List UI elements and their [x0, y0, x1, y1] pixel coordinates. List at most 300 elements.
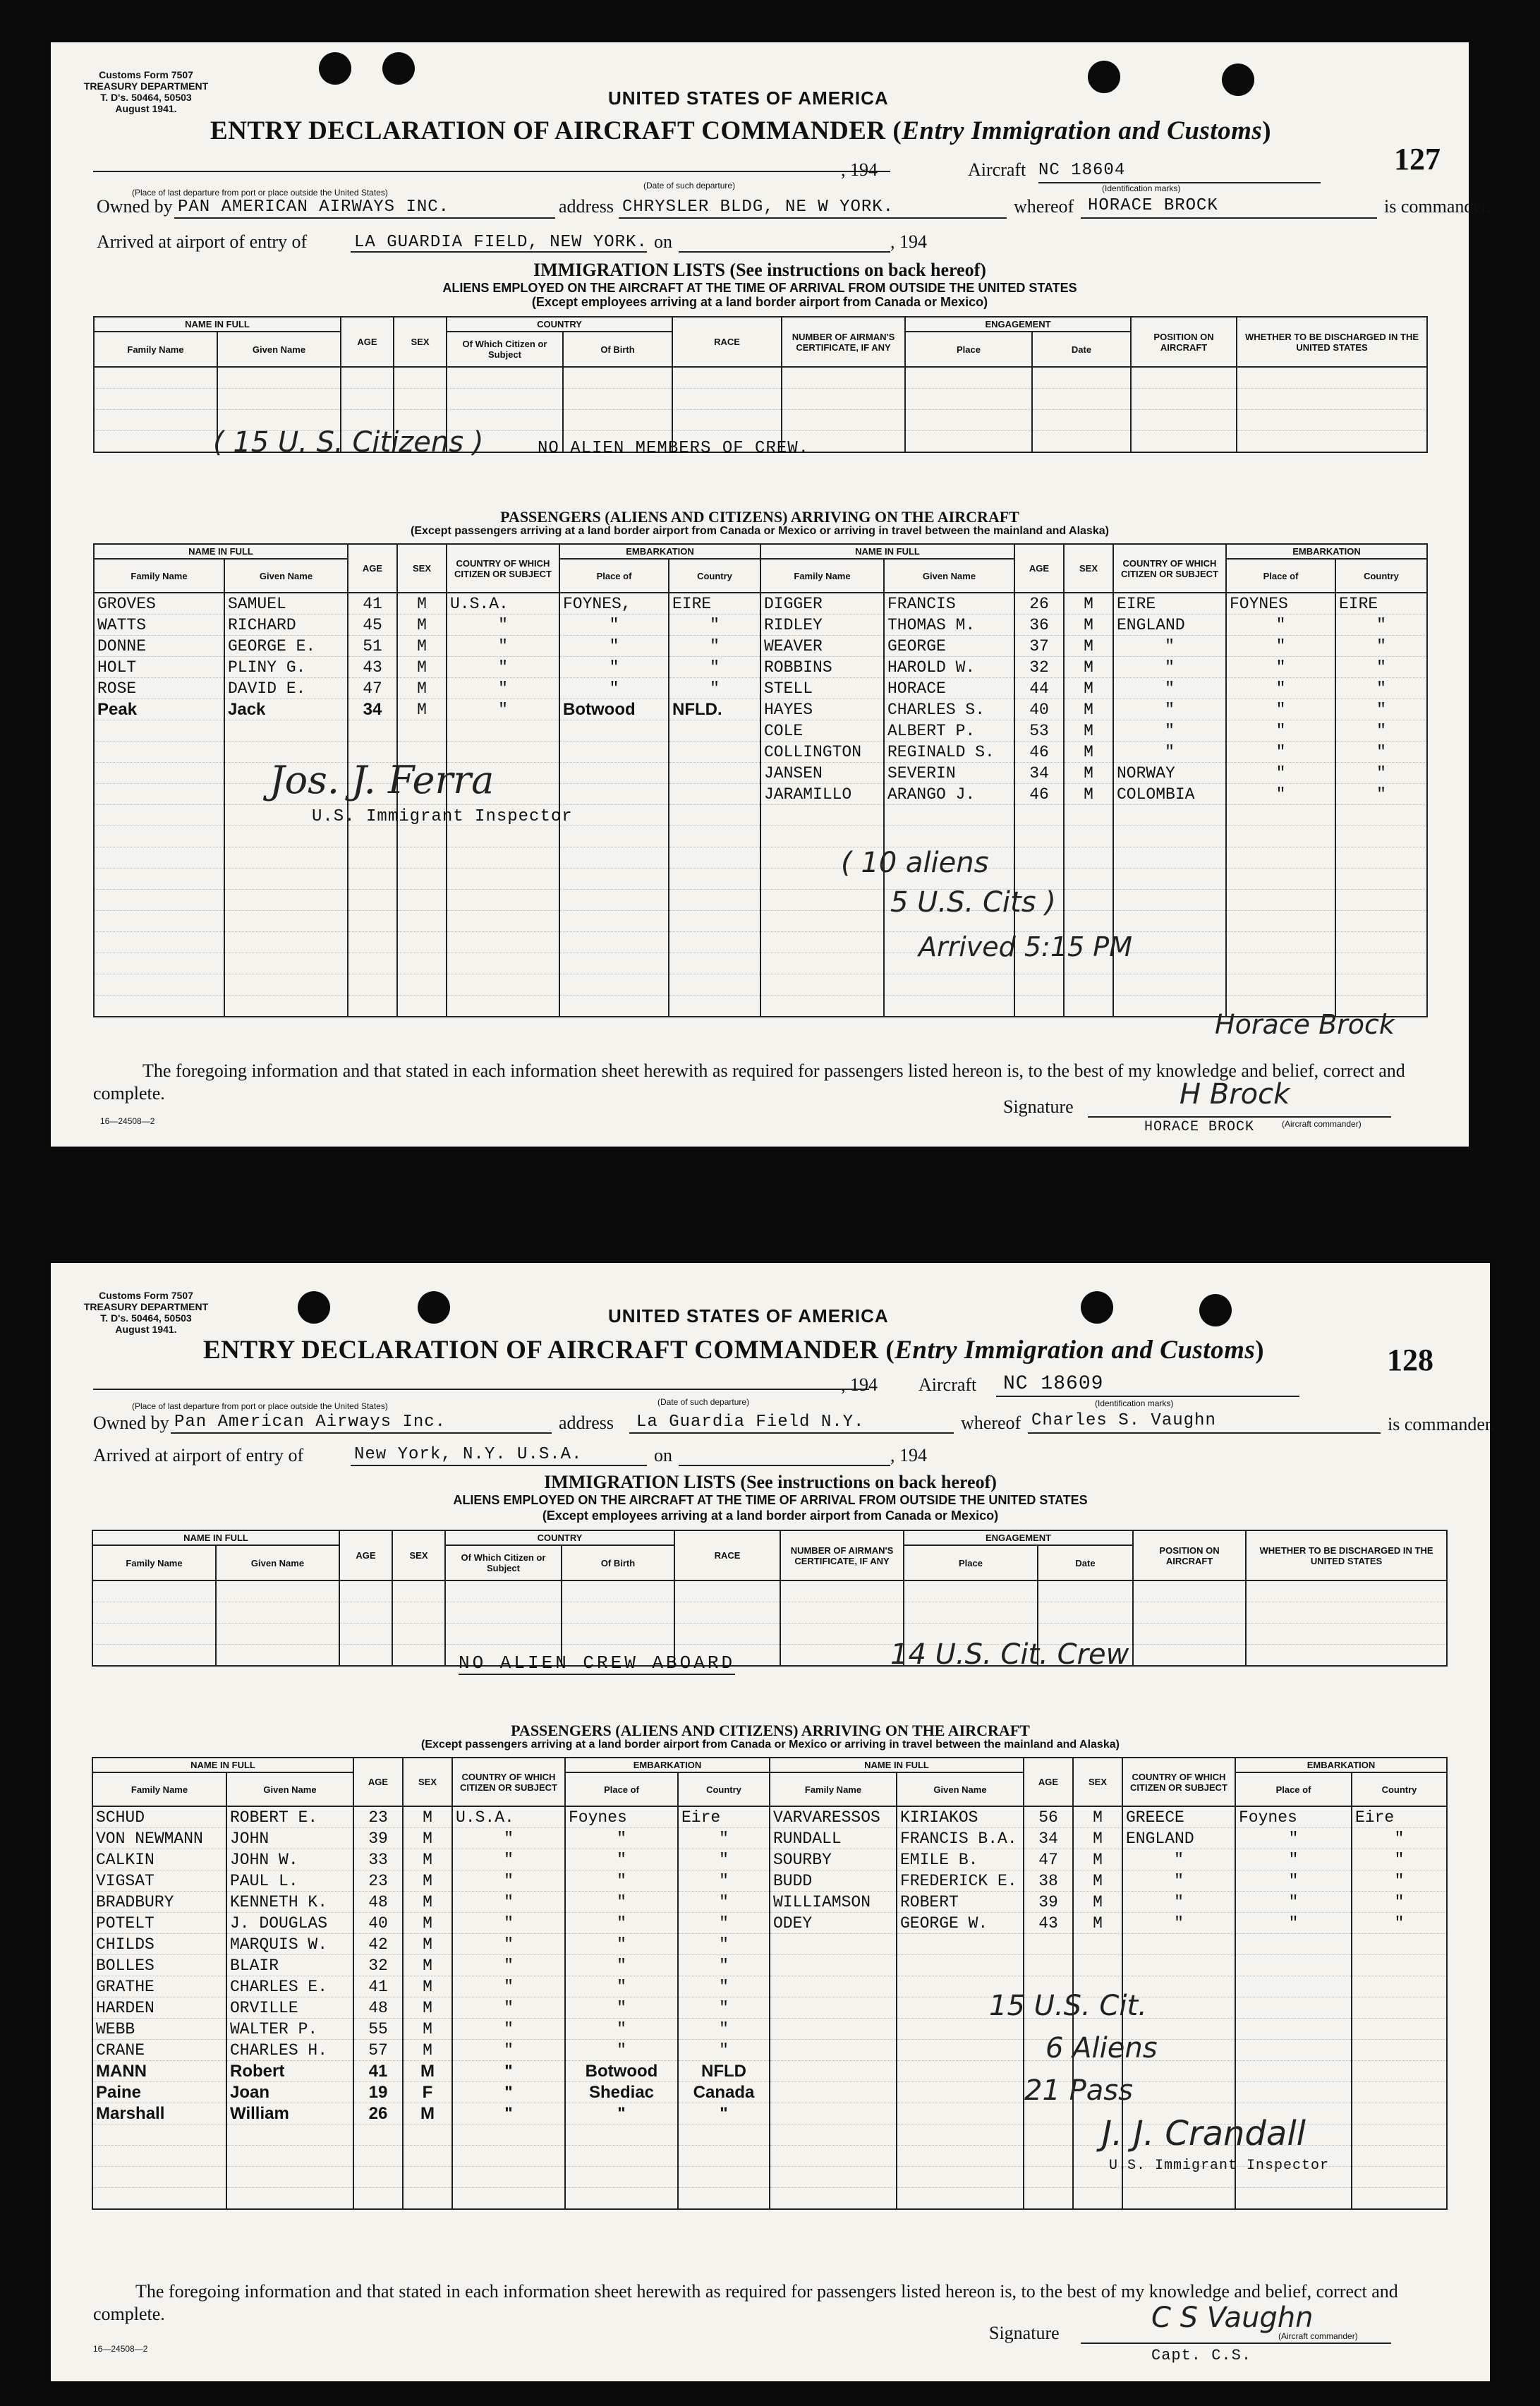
embark-place: "	[1235, 1892, 1352, 1913]
age: 43	[1024, 1913, 1073, 1934]
col-sex: SEX	[403, 1758, 452, 1806]
col-citizen: COUNTRY OF WHICH CITIZEN OR SUBJECT	[1122, 1758, 1235, 1806]
print-code: 16—24508—2	[100, 1116, 155, 1126]
embark-country: "	[1335, 657, 1427, 678]
embark-place: "	[1235, 1870, 1352, 1892]
age: 19	[353, 2082, 403, 2103]
sex: M	[1064, 763, 1113, 784]
embark-country: NFLD.	[669, 699, 760, 720]
sex: M	[1073, 1849, 1122, 1870]
year-label: , 194	[841, 1374, 878, 1395]
embark-country: "	[669, 636, 760, 657]
family-name: BUDD	[770, 1870, 897, 1892]
table-row	[760, 593, 1427, 615]
title-end: )	[1255, 1336, 1265, 1365]
ident-caption: (Identification marks)	[1102, 183, 1181, 193]
age: 56	[1024, 1806, 1073, 1828]
arrived-value: New York, N.Y. U.S.A.	[354, 1445, 583, 1464]
given-name: FREDERICK E.	[897, 1870, 1024, 1892]
family-name: CALKIN	[92, 1849, 226, 1870]
family-name: WILLIAMSON	[770, 1892, 897, 1913]
table-row	[92, 1934, 770, 1955]
col-family-name: Family Name	[92, 1772, 226, 1806]
form-date: August 1941.	[115, 1324, 177, 1335]
aircraft-value: NC 18604	[1038, 161, 1126, 180]
family-name: WEAVER	[760, 636, 884, 657]
col-discharged: WHETHER TO BE DISCHARGED IN THE UNITED STATES	[1246, 1530, 1447, 1580]
family-name: BOLLES	[92, 1955, 226, 1976]
table-row	[760, 615, 1427, 636]
table-row	[94, 593, 760, 615]
document-number: 128	[1387, 1343, 1433, 1377]
family-name: Paine	[92, 2082, 226, 2103]
given-name: HAROLD W.	[884, 657, 1014, 678]
family-name: RIDLEY	[760, 615, 884, 636]
col-name-in-full: NAME IN FULL	[92, 1530, 339, 1545]
embark-country: "	[1335, 784, 1427, 805]
sex: M	[1073, 1913, 1122, 1934]
commander-value: HORACE BROCK	[1088, 196, 1218, 215]
given-name: JOHN W.	[226, 1849, 353, 1870]
col-age: AGE	[353, 1758, 403, 1806]
handwritten-passenger-total: 21 Pass	[1024, 2074, 1133, 2107]
embark-country: "	[1352, 1849, 1447, 1870]
embark-place: "	[565, 2103, 678, 2124]
sex: M	[397, 699, 447, 720]
certification-text: The foregoing information and that stated in each information sheet herewith as required for passengers listed hereon is, to the best of my knowledge and belief, correct and complete.	[93, 2281, 1398, 2324]
col-certificate: NUMBER OF AIRMAN'S CERTIFICATE, IF ANY	[780, 1530, 904, 1580]
sex: M	[1064, 720, 1113, 742]
sex: M	[403, 1955, 452, 1976]
td-numbers: T. D's. 50464, 50503	[100, 92, 192, 103]
col-engagement: ENGAGEMENT	[904, 1530, 1133, 1545]
family-name: ROBBINS	[760, 657, 884, 678]
citizenship: "	[447, 678, 559, 699]
col-citizen: Of Which Citizen or Subject	[445, 1545, 562, 1580]
print-code: 16—24508—2	[93, 2344, 148, 2354]
country-heading: UNITED STATES OF AMERICA	[608, 87, 889, 109]
embark-country: EIRE	[1335, 593, 1427, 615]
embark-country: "	[669, 678, 760, 699]
table-row	[770, 1828, 1447, 1849]
arrived-line	[351, 1465, 647, 1466]
family-name: MANN	[92, 2061, 226, 2082]
col-engagement-date: Date	[1038, 1545, 1133, 1580]
citizenship: "	[452, 2040, 565, 2061]
citizenship: "	[1113, 636, 1226, 657]
arrived-value: LA GUARDIA FIELD, NEW YORK.	[354, 233, 648, 252]
col-given-name: Given Name	[226, 1772, 353, 1806]
signature-label: Signature	[989, 2323, 1060, 2343]
citizenship: "	[1122, 1870, 1235, 1892]
given-name: MARQUIS W.	[226, 1934, 353, 1955]
immigration-title: IMMIGRATION LISTS (See instructions on back hereof)	[544, 1472, 997, 1492]
col-race: RACE	[672, 317, 782, 367]
age: 26	[353, 2103, 403, 2124]
signature-typed-name: Capt. C.S.	[1151, 2347, 1252, 2364]
table-row	[770, 1913, 1447, 1934]
form-title	[203, 1335, 1264, 1365]
aircraft-line	[996, 1396, 1299, 1397]
table-row	[760, 678, 1427, 699]
given-name: ROBERT E.	[226, 1806, 353, 1828]
family-name: POTELT	[92, 1913, 226, 1934]
col-sex: SEX	[392, 1530, 445, 1580]
table-row	[760, 763, 1427, 784]
age: 41	[353, 2061, 403, 2082]
col-embark-place: Place of	[565, 1772, 678, 1806]
passenger-rows	[92, 1806, 770, 2209]
given-name: FRANCIS B.A.	[897, 1828, 1024, 1849]
embark-place: "	[565, 1976, 678, 1997]
col-discharged: WHETHER TO BE DISCHARGED IN THE UNITED STATES	[1237, 317, 1427, 367]
given-name: ARANGO J.	[884, 784, 1014, 805]
form-id	[65, 69, 227, 114]
address-value: CHRYSLER BLDG, NE W YORK.	[622, 198, 895, 217]
on-label: on	[654, 231, 672, 252]
sex: M	[397, 615, 447, 636]
address-label: address	[559, 1413, 614, 1433]
arrived-year-label: , 194	[890, 231, 927, 252]
citizenship: "	[1113, 720, 1226, 742]
family-name: VIGSAT	[92, 1870, 226, 1892]
table-row	[94, 699, 760, 720]
citizenship: ENGLAND	[1122, 1828, 1235, 1849]
citizenship: "	[452, 2019, 565, 2040]
inspector-caption: U.S. Immigrant Inspector	[312, 807, 573, 826]
embark-country: "	[678, 1892, 770, 1913]
form-title	[210, 116, 1271, 146]
family-name: BRADBURY	[92, 1892, 226, 1913]
family-name: ODEY	[770, 1913, 897, 1934]
embark-country: "	[1352, 1892, 1447, 1913]
given-name: EMILE B.	[897, 1849, 1024, 1870]
commander-label: is commander.	[1388, 1414, 1495, 1434]
table-row	[94, 636, 760, 657]
given-name: FRANCIS	[884, 593, 1014, 615]
col-embarkation: EMBARKATION	[565, 1758, 770, 1772]
family-name: ROSE	[94, 678, 224, 699]
ident-caption: (Identification marks)	[1095, 1398, 1174, 1408]
title-main: ENTRY DECLARATION OF AIRCRAFT COMMANDER (	[203, 1336, 895, 1365]
signature-caption: (Aircraft commander)	[1282, 1119, 1362, 1129]
col-family-name: Family Name	[94, 559, 224, 593]
table-row	[770, 1870, 1447, 1892]
citizenship: "	[452, 2082, 565, 2103]
passengers-subtitle: (Except passengers arriving at a land border airport from Canada or Mexico or arriving in travel between the mainland and Alaska)	[421, 1739, 1120, 1751]
embark-place: "	[1226, 636, 1335, 657]
col-sex: SEX	[1064, 544, 1113, 593]
aircraft-label: Aircraft	[918, 1374, 977, 1395]
commander-signature: C S Vaughn	[1151, 2302, 1314, 2334]
document-number: 127	[1394, 142, 1441, 176]
whereof-label: whereof	[1014, 196, 1074, 217]
sex: M	[1064, 593, 1113, 615]
age: 23	[353, 1870, 403, 1892]
col-name-in-full: NAME IN FULL	[94, 544, 348, 559]
owned-by-label: Owned by	[97, 196, 173, 217]
sex: M	[1064, 678, 1113, 699]
handwritten-citizen-count: 15 U.S. Cit.	[989, 1990, 1147, 2022]
citizenship: "	[1122, 1892, 1235, 1913]
family-name: COLLINGTON	[760, 742, 884, 763]
embark-place: Shediac	[565, 2082, 678, 2103]
col-embark-country: Country	[1335, 559, 1427, 593]
family-name: VARVARESSOS	[770, 1806, 897, 1828]
col-embark-country: Country	[669, 559, 760, 593]
address-value: La Guardia Field N.Y.	[636, 1413, 865, 1432]
passengers-table-left	[92, 1757, 770, 2210]
crew-note: NO ALIEN CREW ABOARD	[459, 1652, 736, 1674]
col-embark-place: Place of	[559, 559, 669, 593]
sex: M	[397, 636, 447, 657]
embark-country: "	[678, 1955, 770, 1976]
embark-place: Botwood	[559, 699, 669, 720]
given-name: PAUL L.	[226, 1870, 353, 1892]
embark-place: "	[1235, 1849, 1352, 1870]
col-family-name: Family Name	[760, 559, 884, 593]
embark-place: FOYNES,	[559, 593, 669, 615]
punch-hole	[319, 52, 351, 85]
citizenship: U.S.A.	[452, 1806, 565, 1828]
signature-caption: (Aircraft commander)	[1278, 2331, 1358, 2341]
citizenship: "	[452, 1870, 565, 1892]
td-numbers: T. D's. 50464, 50503	[100, 1312, 192, 1324]
citizenship: "	[452, 1997, 565, 2019]
col-name-in-full: NAME IN FULL	[94, 317, 341, 332]
col-sex: SEX	[397, 544, 447, 593]
citizenship: "	[452, 1955, 565, 1976]
given-name: GEORGE W.	[897, 1913, 1024, 1934]
family-name: CRANE	[92, 2040, 226, 2061]
sex: M	[403, 2103, 452, 2124]
commander-line	[1081, 217, 1377, 219]
family-name: HOLT	[94, 657, 224, 678]
sex: M	[403, 2061, 452, 2082]
given-name: Jack	[224, 699, 348, 720]
table-row	[94, 678, 760, 699]
citizenship: "	[452, 2103, 565, 2124]
address-line	[629, 1432, 954, 1434]
aliens-subtitle: (Except employees arriving at a land border airport from Canada or Mexico)	[542, 1509, 999, 1523]
col-given-name: Given Name	[884, 559, 1014, 593]
table-row	[94, 615, 760, 636]
inspector-caption: U.S. Immigrant Inspector	[1109, 2158, 1330, 2174]
given-name: PLINY G.	[224, 657, 348, 678]
age: 36	[1014, 615, 1064, 636]
col-citizen: Of Which Citizen or Subject	[447, 332, 563, 367]
embark-place: "	[565, 1870, 678, 1892]
col-age: AGE	[348, 544, 397, 593]
embark-country: "	[678, 2019, 770, 2040]
given-name: ROBERT	[897, 1892, 1024, 1913]
col-engagement-place: Place	[904, 1545, 1038, 1580]
place-line	[93, 171, 890, 172]
embark-country: "	[1335, 763, 1427, 784]
embark-place: "	[1226, 720, 1335, 742]
country-heading: UNITED STATES OF AMERICA	[608, 1305, 889, 1326]
embark-place: "	[565, 1828, 678, 1849]
table-row	[92, 1870, 770, 1892]
sex: M	[1064, 615, 1113, 636]
age: 53	[1014, 720, 1064, 742]
embark-country: "	[678, 1849, 770, 1870]
family-name: JARAMILLO	[760, 784, 884, 805]
given-name: CHARLES H.	[226, 2040, 353, 2061]
age: 41	[353, 1976, 403, 1997]
embark-country: Eire	[678, 1806, 770, 1828]
age: 43	[348, 657, 397, 678]
aircraft-value: NC 18609	[1003, 1373, 1104, 1395]
sex: M	[1073, 1892, 1122, 1913]
col-country: COUNTRY	[447, 317, 672, 332]
embark-place: "	[1226, 763, 1335, 784]
embark-place: "	[559, 636, 669, 657]
given-name: THOMAS M.	[884, 615, 1014, 636]
col-age: AGE	[1024, 1758, 1073, 1806]
owned-by-value: PAN AMERICAN AIRWAYS INC.	[178, 198, 450, 217]
age: 47	[348, 678, 397, 699]
inspector-signature: Jos. J. Ferra	[269, 758, 495, 802]
sex: M	[397, 593, 447, 615]
col-citizen: COUNTRY OF WHICH CITIZEN OR SUBJECT	[447, 544, 559, 593]
embark-place: "	[1226, 678, 1335, 699]
age: 46	[1014, 742, 1064, 763]
citizenship: "	[452, 1828, 565, 1849]
sex: M	[403, 2040, 452, 2061]
embark-place: "	[559, 678, 669, 699]
col-given-name: Given Name	[224, 559, 348, 593]
punch-hole	[1222, 64, 1254, 96]
given-name: Robert	[226, 2061, 353, 2082]
table-row	[760, 657, 1427, 678]
aliens-title: ALIENS EMPLOYED ON THE AIRCRAFT AT THE TIME OF ARRIVAL FROM OUTSIDE THE UNITED STATES	[442, 281, 1077, 295]
commander-line	[1028, 1432, 1381, 1434]
col-position: POSITION ON AIRCRAFT	[1133, 1530, 1246, 1580]
embark-place: "	[565, 1997, 678, 2019]
signature-line	[1081, 2342, 1391, 2344]
given-name: GEORGE E.	[224, 636, 348, 657]
immigration-title: IMMIGRATION LISTS (See instructions on back hereof)	[533, 260, 986, 280]
age: 26	[1014, 593, 1064, 615]
embark-country: "	[669, 657, 760, 678]
col-certificate: NUMBER OF AIRMAN'S CERTIFICATE, IF ANY	[782, 317, 905, 367]
punch-hole	[418, 1291, 450, 1324]
embark-country: "	[678, 1934, 770, 1955]
col-engagement: ENGAGEMENT	[905, 317, 1131, 332]
form-number: Customs Form 7507	[99, 69, 193, 80]
col-citizen: COUNTRY OF WHICH CITIZEN OR SUBJECT	[1113, 544, 1226, 593]
sex: M	[403, 2019, 452, 2040]
embark-country: "	[1335, 699, 1427, 720]
age: 55	[353, 2019, 403, 2040]
citizenship: "	[452, 1934, 565, 1955]
on-line	[679, 251, 890, 253]
embark-place: "	[559, 615, 669, 636]
given-name: Joan	[226, 2082, 353, 2103]
citizenship: U.S.A.	[447, 593, 559, 615]
aliens-title: ALIENS EMPLOYED ON THE AIRCRAFT AT THE TIME OF ARRIVAL FROM OUTSIDE THE UNITED STATES	[453, 1493, 1088, 1507]
embark-country: "	[1335, 720, 1427, 742]
age: 48	[353, 1997, 403, 2019]
embark-country: "	[678, 1976, 770, 1997]
embark-country: Eire	[1352, 1806, 1447, 1828]
table-row	[760, 699, 1427, 720]
title-italic: Entry Immigration and Customs	[895, 1336, 1256, 1365]
passenger-rows	[94, 593, 760, 1017]
table-row	[92, 1997, 770, 2019]
on-label: on	[654, 1445, 672, 1465]
family-name: WATTS	[94, 615, 224, 636]
passengers-title: PASSENGERS (ALIENS AND CITIZENS) ARRIVING ON THE AIRCRAFT	[511, 1722, 1030, 1739]
given-name: CHARLES E.	[226, 1976, 353, 1997]
given-name: J. DOUGLAS	[226, 1913, 353, 1934]
table-row	[770, 1806, 1447, 1828]
col-sex: SEX	[394, 317, 447, 367]
citizenship: "	[1122, 1849, 1235, 1870]
col-embark-country: Country	[678, 1772, 770, 1806]
crew-note: NO ALIEN MEMBERS OF CREW.	[538, 439, 810, 458]
col-embark-place: Place of	[1226, 559, 1335, 593]
age: 51	[348, 636, 397, 657]
embark-place: "	[1226, 657, 1335, 678]
sex: M	[403, 1849, 452, 1870]
citizenship: "	[447, 615, 559, 636]
owned-by-line	[171, 1432, 552, 1434]
age: 39	[1024, 1892, 1073, 1913]
col-embark-country: Country	[1352, 1772, 1447, 1806]
family-name: GRATHE	[92, 1976, 226, 1997]
sex: M	[1064, 742, 1113, 763]
embark-country: "	[1352, 1870, 1447, 1892]
col-citizen: COUNTRY OF WHICH CITIZEN OR SUBJECT	[452, 1758, 565, 1806]
citizenship: "	[447, 657, 559, 678]
embark-country: "	[1335, 636, 1427, 657]
certification-text: The foregoing information and that stated in each information sheet herewith as required for passengers listed hereon is, to the best of my knowledge and belief, correct and complete.	[93, 1060, 1405, 1104]
age: 37	[1014, 636, 1064, 657]
embark-country: "	[1335, 615, 1427, 636]
col-birth: Of Birth	[562, 1545, 674, 1580]
family-name: GROVES	[94, 593, 224, 615]
embark-place: "	[565, 1934, 678, 1955]
punch-hole	[298, 1291, 330, 1324]
sex: M	[1073, 1828, 1122, 1849]
col-family-name: Family Name	[92, 1545, 216, 1580]
col-given-name: Given Name	[897, 1772, 1024, 1806]
given-name: SAMUEL	[224, 593, 348, 615]
table-row	[92, 1849, 770, 1870]
col-engagement-place: Place	[905, 332, 1032, 367]
embark-place: "	[1226, 615, 1335, 636]
handwritten-alien-count: ( 10 aliens	[841, 847, 989, 879]
handwritten-citizen-count: 5 U.S. Cits )	[890, 886, 1056, 919]
family-name: DONNE	[94, 636, 224, 657]
sex: F	[403, 2082, 452, 2103]
aliens-subtitle: (Except employees arriving at a land border airport from Canada or Mexico)	[531, 295, 988, 309]
age: 23	[353, 1806, 403, 1828]
col-given-name: Given Name	[216, 1545, 339, 1580]
citizenship: "	[1113, 657, 1226, 678]
punch-hole	[1199, 1294, 1232, 1326]
title-main: ENTRY DECLARATION OF AIRCRAFT COMMANDER (	[210, 116, 902, 145]
table-row	[92, 2019, 770, 2040]
signature-label: Signature	[1003, 1096, 1074, 1117]
crew-table	[92, 1530, 1448, 1667]
embark-place: "	[565, 1849, 678, 1870]
col-name-in-full: NAME IN FULL	[770, 1758, 1024, 1772]
given-name: KENNETH K.	[226, 1892, 353, 1913]
sex: M	[1064, 636, 1113, 657]
